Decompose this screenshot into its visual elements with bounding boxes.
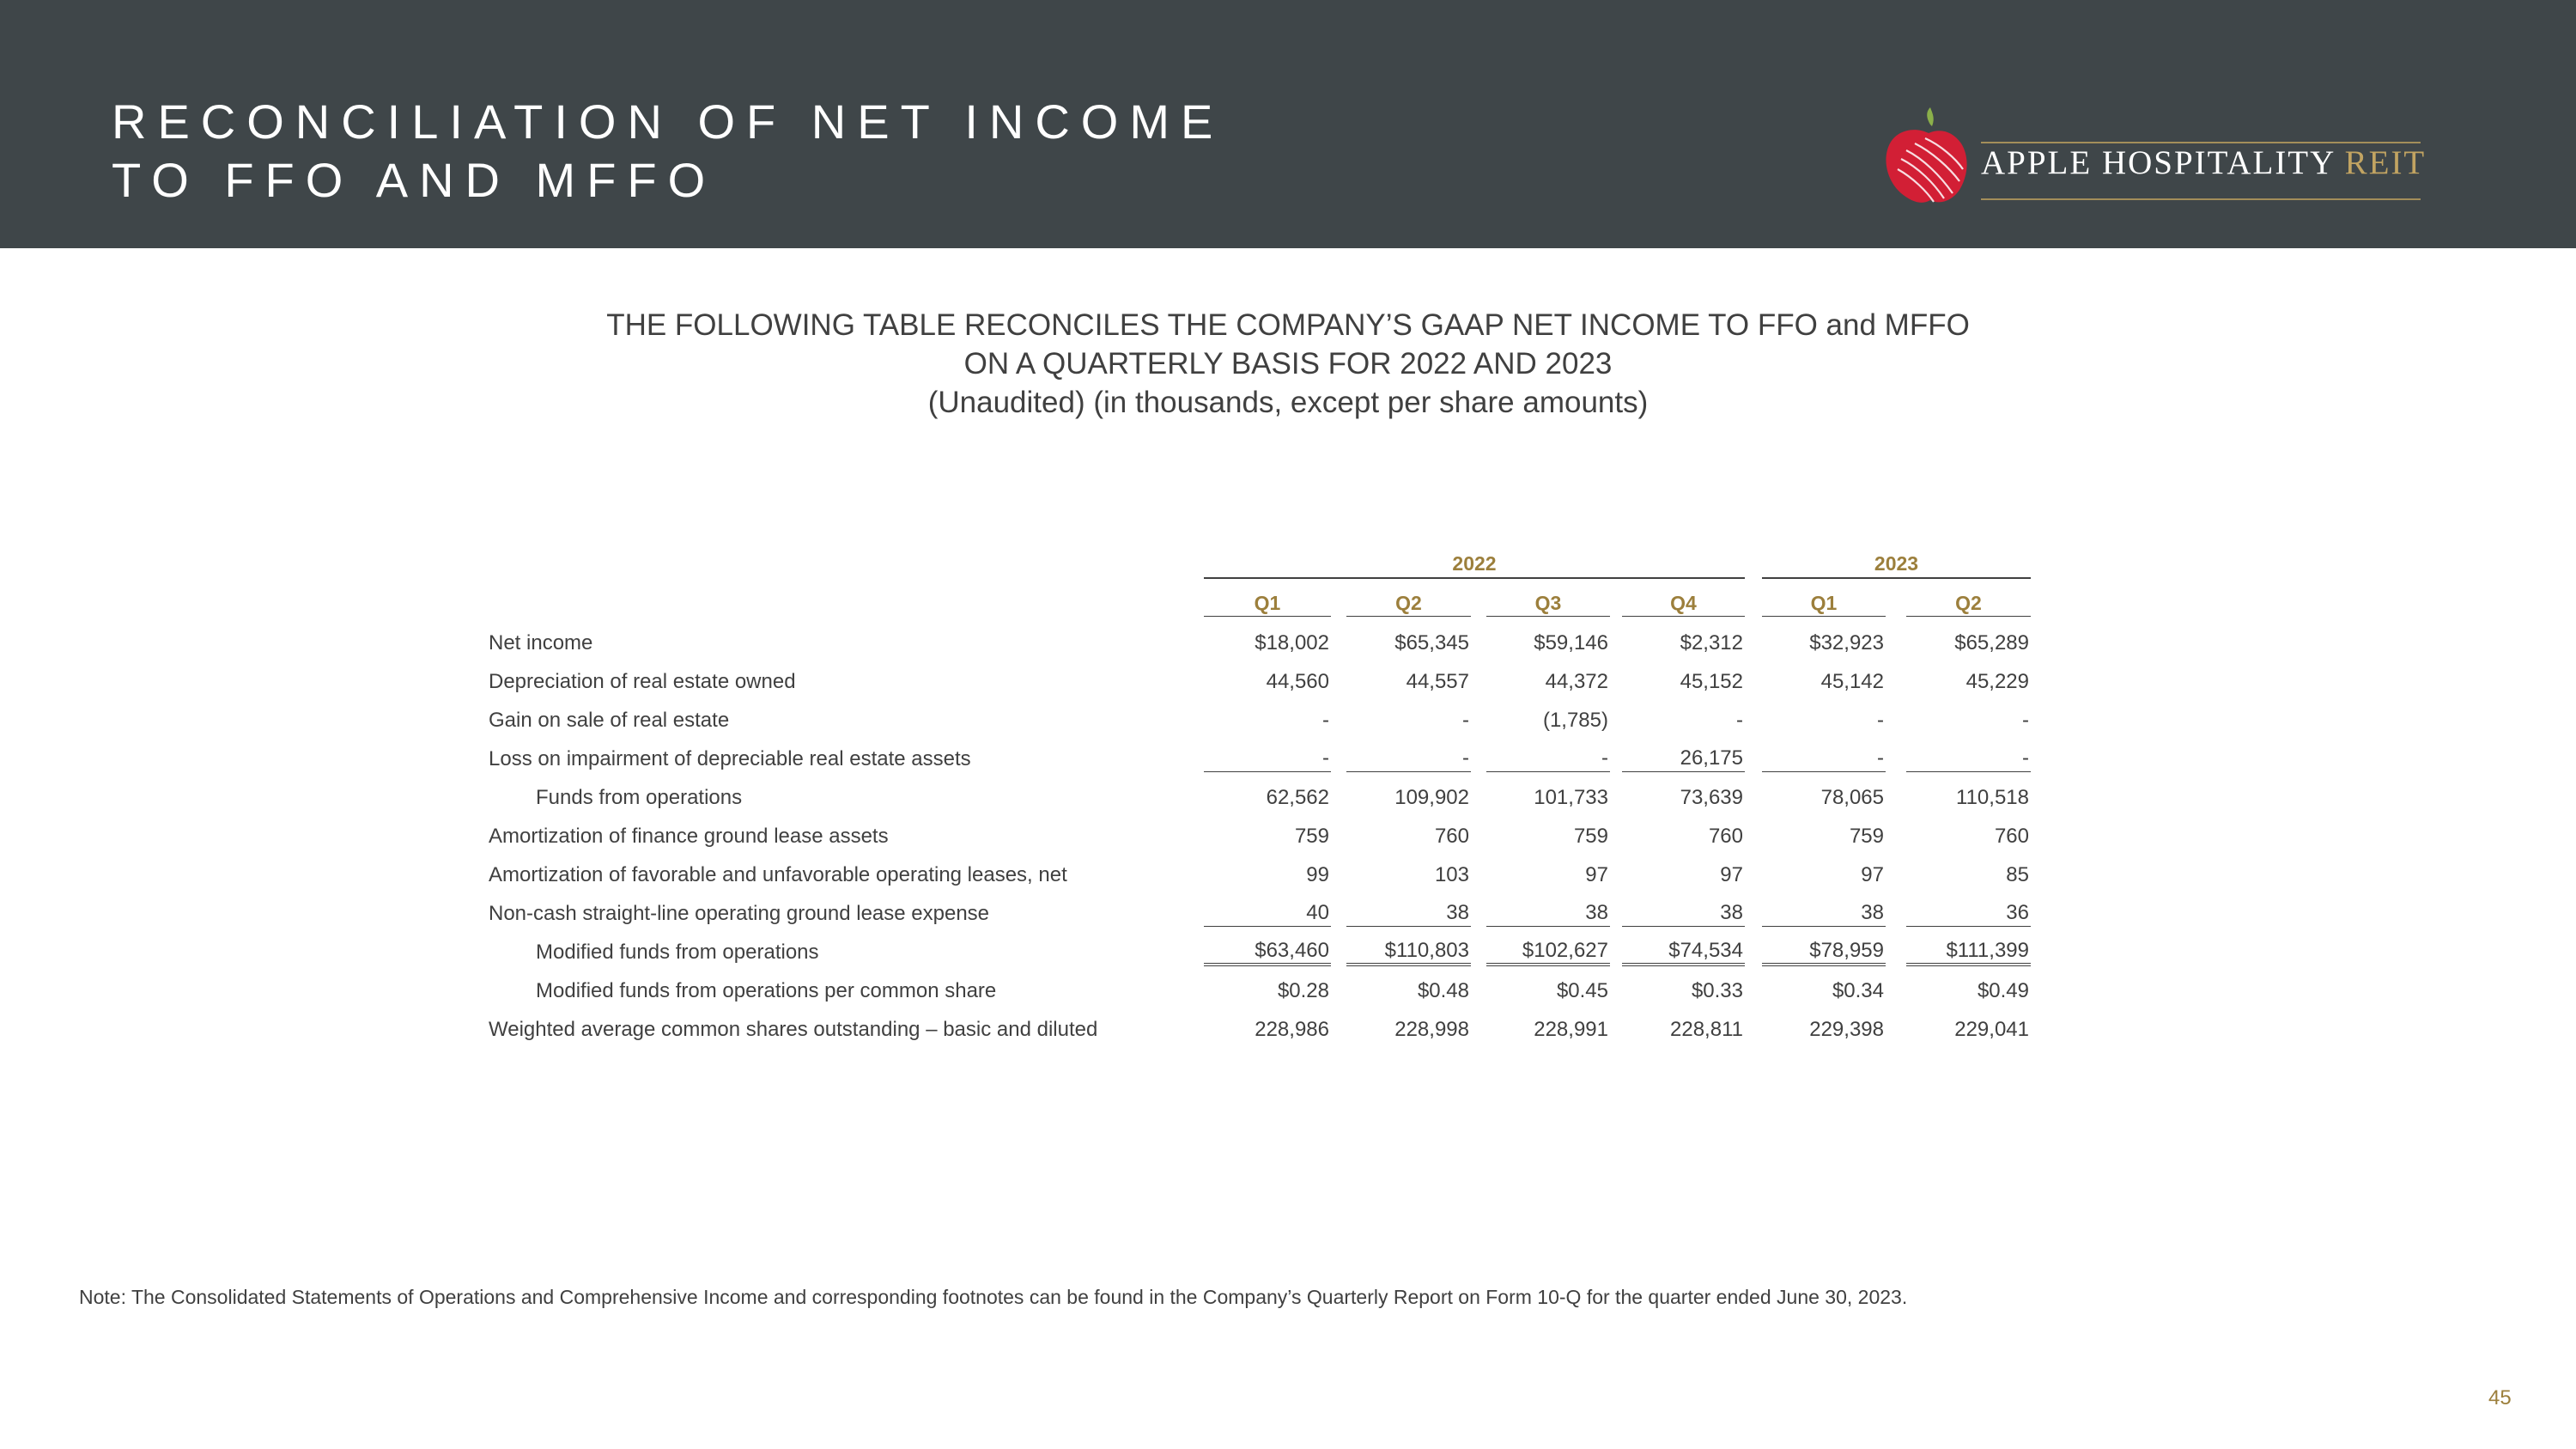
table-cell: 45,229 bbox=[1965, 669, 2029, 693]
table-cell: - bbox=[1762, 740, 1886, 778]
table-cell: $0.28 bbox=[1277, 978, 1329, 1002]
table-body bbox=[481, 624, 2031, 1049]
table-row bbox=[481, 624, 2031, 662]
quarter-header: Q1 bbox=[1762, 585, 1886, 624]
table-cell: 45,142 bbox=[1820, 669, 1884, 693]
table-cell: 44,372 bbox=[1545, 669, 1608, 693]
logo-bottom-rule bbox=[1981, 198, 2421, 200]
table-cell: 44,557 bbox=[1406, 669, 1469, 693]
page-title bbox=[112, 93, 1224, 210]
table-cell: 26,175 bbox=[1622, 740, 1745, 778]
row-label: Amortization of finance ground lease assets bbox=[489, 824, 889, 848]
row-label: Net income bbox=[489, 630, 593, 654]
table-row bbox=[481, 971, 2031, 1010]
table-cell: $0.49 bbox=[1977, 978, 2029, 1002]
footnote-text: The Consolidated Statements of Operations and Comprehensive Income and corresponding footnotes can be found in the Company’s Quarterly Report on Form 10-Q for the quarter ended June 30, 2023. bbox=[131, 1286, 1908, 1308]
table-cell: 45,152 bbox=[1680, 669, 1743, 693]
footnote-label: Note: bbox=[79, 1286, 126, 1308]
row-label: Funds from operations bbox=[536, 785, 743, 809]
title-line-2: TO FFO AND MFFO bbox=[112, 153, 717, 207]
table-cell: 38 bbox=[1346, 894, 1471, 933]
table-cell: 228,991 bbox=[1534, 1017, 1608, 1041]
table-cell: - bbox=[1736, 708, 1743, 732]
table-cell: $74,534 bbox=[1622, 933, 1745, 971]
table-cell: - bbox=[1462, 708, 1469, 732]
table-cell: $111,399 bbox=[1906, 933, 2031, 971]
table-row bbox=[481, 701, 2031, 740]
reconciliation-table bbox=[481, 546, 2031, 1049]
year-header-2023: 2023 bbox=[1762, 546, 2031, 585]
logo-text: APPLE HOSPITALITY bbox=[1981, 144, 2335, 181]
table-cell: 36 bbox=[1906, 894, 2031, 933]
page-number: 45 bbox=[2488, 1386, 2512, 1409]
table-cell: 760 bbox=[1708, 824, 1743, 848]
company-logo bbox=[1880, 107, 2430, 210]
table-cell: 760 bbox=[1434, 824, 1469, 848]
subtitle-line-3: (Unaudited) (in thousands, except per share amounts) bbox=[927, 386, 1649, 419]
table-cell: 97 bbox=[1720, 862, 1743, 886]
table-cell: 85 bbox=[2006, 862, 2029, 886]
title-line-1: RECONCILIATION OF NET INCOME bbox=[112, 94, 1224, 149]
quarter-header: Q4 bbox=[1622, 585, 1745, 624]
row-label: Amortization of favorable and unfavorable operating leases, net bbox=[489, 862, 1067, 886]
table-cell: 62,562 bbox=[1266, 785, 1329, 809]
table-cell: - bbox=[1322, 708, 1329, 732]
table-cell: 110,518 bbox=[1956, 785, 2029, 809]
table-cell: - bbox=[1204, 740, 1331, 778]
row-label: Weighted average common shares outstanding – basic and diluted bbox=[489, 1017, 1098, 1041]
table-cell: $0.33 bbox=[1691, 978, 1743, 1002]
table-cell: $78,959 bbox=[1762, 933, 1886, 971]
table-cell: 228,986 bbox=[1255, 1017, 1329, 1041]
subtitle-line-2: ON A QUARTERLY BASIS FOR 2022 AND 2023 bbox=[963, 347, 1613, 381]
table-cell: 228,998 bbox=[1394, 1017, 1469, 1041]
table-cell: $2,312 bbox=[1680, 630, 1743, 654]
table-cell: $32,923 bbox=[1809, 630, 1884, 654]
quarter-header: Q1 bbox=[1204, 585, 1331, 624]
table-cell: $65,345 bbox=[1394, 630, 1469, 654]
quarter-header-row bbox=[481, 585, 2031, 624]
table-cell: $0.48 bbox=[1417, 978, 1469, 1002]
table-cell: 109,902 bbox=[1394, 785, 1469, 809]
header-bar bbox=[0, 0, 2576, 248]
table-cell: $65,289 bbox=[1954, 630, 2029, 654]
row-label: Depreciation of real estate owned bbox=[489, 669, 796, 693]
table-cell: 38 bbox=[1486, 894, 1610, 933]
table-cell: 760 bbox=[1994, 824, 2029, 848]
logo-wordmark bbox=[1981, 143, 2426, 182]
year-header-2022: 2022 bbox=[1204, 546, 1745, 585]
table-cell: 229,041 bbox=[1954, 1017, 2029, 1041]
row-label: Modified funds from operations per common share bbox=[536, 978, 997, 1002]
table-cell: 759 bbox=[1294, 824, 1329, 848]
table-cell: 73,639 bbox=[1680, 785, 1743, 809]
table-cell: 44,560 bbox=[1266, 669, 1329, 693]
table-cell: $59,146 bbox=[1534, 630, 1608, 654]
table-row bbox=[481, 933, 2031, 971]
table-cell: $18,002 bbox=[1255, 630, 1329, 654]
table-cell: - bbox=[1346, 740, 1471, 778]
footnote bbox=[79, 1286, 1907, 1309]
table-cell: $0.45 bbox=[1556, 978, 1608, 1002]
table-cell: (1,785) bbox=[1542, 708, 1608, 732]
logo-text-reit: REIT bbox=[2344, 144, 2427, 181]
table-cell: 229,398 bbox=[1809, 1017, 1884, 1041]
table-cell: 78,065 bbox=[1820, 785, 1884, 809]
table-cell: 97 bbox=[1861, 862, 1884, 886]
table-row bbox=[481, 1010, 2031, 1049]
table-cell: $102,627 bbox=[1486, 933, 1610, 971]
table-cell: - bbox=[1486, 740, 1610, 778]
table-row bbox=[481, 817, 2031, 855]
table-row bbox=[481, 662, 2031, 701]
table-cell: 38 bbox=[1622, 894, 1745, 933]
table-cell: $110,803 bbox=[1346, 933, 1471, 971]
table-cell: 759 bbox=[1573, 824, 1608, 848]
row-label: Modified funds from operations bbox=[536, 940, 819, 964]
quarter-header: Q2 bbox=[1346, 585, 1471, 624]
table-cell: 101,733 bbox=[1534, 785, 1608, 809]
row-label: Gain on sale of real estate bbox=[489, 708, 730, 732]
table-row bbox=[481, 740, 2031, 778]
row-label: Loss on impairment of depreciable real estate assets bbox=[489, 746, 971, 770]
table-row bbox=[481, 855, 2031, 894]
table-cell: 40 bbox=[1204, 894, 1331, 933]
table-cell: 228,811 bbox=[1670, 1017, 1743, 1041]
subtitle-line-1: THE FOLLOWING TABLE RECONCILES THE COMPANY’S GAAP NET INCOME TO FFO and MFFO bbox=[606, 308, 1970, 342]
table-cell: 97 bbox=[1585, 862, 1608, 886]
table-cell: 99 bbox=[1306, 862, 1329, 886]
table-description bbox=[0, 306, 2576, 422]
table-cell: - bbox=[1877, 708, 1884, 732]
row-label: Non-cash straight-line operating ground lease expense bbox=[489, 901, 990, 925]
apple-logo-icon bbox=[1880, 107, 1975, 210]
table-cell: 103 bbox=[1434, 862, 1469, 886]
table-row bbox=[481, 778, 2031, 817]
table-row bbox=[481, 894, 2031, 933]
table-cell: 759 bbox=[1849, 824, 1884, 848]
quarter-header: Q2 bbox=[1906, 585, 2031, 624]
year-header-row bbox=[481, 546, 2031, 585]
table-cell: 38 bbox=[1762, 894, 1886, 933]
table-cell: $0.34 bbox=[1832, 978, 1884, 1002]
table-cell: - bbox=[1906, 740, 2031, 778]
quarter-header: Q3 bbox=[1486, 585, 1610, 624]
table-cell: - bbox=[2022, 708, 2029, 732]
table-cell: $63,460 bbox=[1204, 933, 1331, 971]
